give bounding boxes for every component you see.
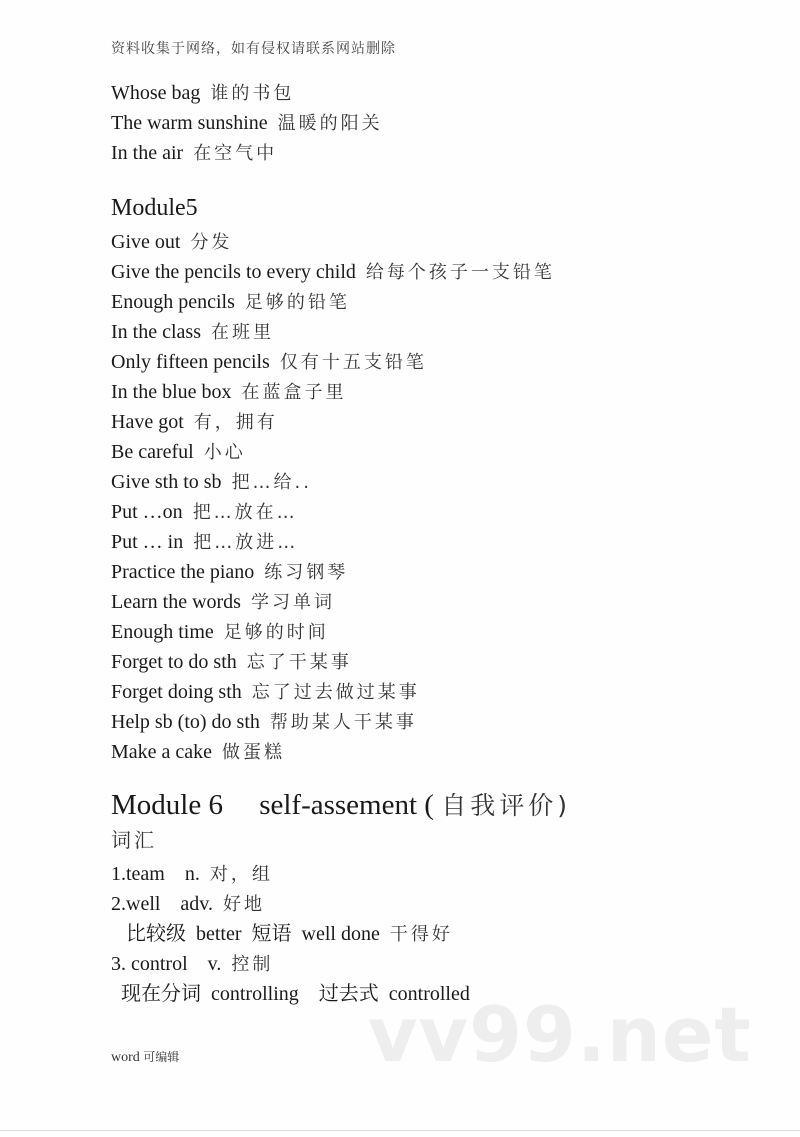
phrase-zh: 足够的时间 — [223, 622, 329, 643]
phrase-zh: 学习单词 — [250, 592, 335, 613]
phrase-en: Practice the piano — [111, 561, 255, 583]
module6-title-zh: 自我评价) — [441, 791, 571, 820]
phrase-line — [111, 647, 555, 677]
phrase-line — [111, 287, 555, 317]
phrase-en: Help sb (to) do sth — [111, 711, 260, 733]
phrase-en: 3. control v. — [111, 953, 222, 975]
phrase-line — [111, 347, 555, 377]
phrase-en: Make a cake — [111, 741, 213, 763]
phrase-zh: 忘了干某事 — [246, 652, 352, 673]
phrase-line — [111, 587, 555, 617]
phrase-line — [111, 407, 555, 437]
intro-phrases — [111, 78, 383, 168]
phrase-en: The warm sunshine — [111, 112, 268, 134]
phrase-en: Give sth to sb — [111, 471, 222, 493]
phrase-en: Be careful — [111, 441, 194, 463]
phrase-line — [111, 707, 555, 737]
phrase-zh: 把…放在… — [192, 502, 298, 523]
phrase-line — [111, 108, 383, 138]
module5-phrases — [111, 227, 555, 767]
phrase-en: Give out — [111, 231, 181, 253]
phrase-en: Forget doing sth — [111, 681, 242, 703]
watermark: vv99.net — [368, 990, 752, 1079]
phrase-zh: 在班里 — [210, 322, 274, 343]
phrase-line — [111, 677, 555, 707]
phrase-en: 比较级 better 短语 well done — [111, 923, 380, 945]
phrase-zh: 有，拥有 — [193, 412, 278, 433]
module6-heading — [111, 786, 571, 822]
footer-en: word — [111, 1050, 140, 1065]
phrase-zh: 忘了过去做过某事 — [251, 682, 420, 703]
phrase-zh: 干得好 — [389, 924, 453, 945]
phrase-en: Forget to do sth — [111, 651, 237, 673]
phrase-zh: 对，组 — [209, 864, 273, 885]
phrase-en: 现在分词 controlling 过去式 controlled — [111, 983, 470, 1005]
phrase-zh: 控制 — [231, 954, 274, 975]
phrase-line — [111, 527, 555, 557]
phrase-zh: 在蓝盒子里 — [241, 382, 347, 403]
phrase-line — [111, 737, 555, 767]
phrase-line — [111, 919, 480, 949]
phrase-line — [111, 497, 555, 527]
phrase-en: In the blue box — [111, 381, 232, 403]
phrase-en: Enough pencils — [111, 291, 235, 313]
phrase-en: Learn the words — [111, 591, 241, 613]
phrase-zh: 好地 — [223, 894, 266, 915]
phrase-line — [111, 859, 480, 889]
module6-vocab — [111, 859, 480, 1009]
phrase-zh: 把…给.. — [231, 472, 313, 493]
phrase-zh: 帮助某人干某事 — [269, 712, 417, 733]
phrase-en: Only fifteen pencils — [111, 351, 270, 373]
phrase-zh: 小心 — [203, 442, 246, 463]
phrase-zh: 把…放进… — [193, 532, 299, 553]
phrase-en: In the class — [111, 321, 201, 343]
page-header: 资料收集于网络，如有侵权请联系网站删除 — [111, 42, 396, 57]
phrase-line — [111, 78, 383, 108]
phrase-zh: 练习钢琴 — [264, 562, 349, 583]
phrase-en: Whose bag — [111, 82, 201, 104]
page-footer — [111, 1048, 179, 1066]
phrase-line — [111, 437, 555, 467]
phrase-zh: 温暖的阳关 — [277, 113, 383, 134]
phrase-line — [111, 257, 555, 287]
phrase-en: 2.well adv. — [111, 893, 214, 915]
phrase-zh: 分发 — [190, 232, 233, 253]
phrase-en: In the air — [111, 142, 184, 164]
phrase-line — [111, 467, 555, 497]
phrase-zh: 仅有十五支铅笔 — [279, 352, 427, 373]
module6-title: Module 6 self-assement ( — [111, 789, 434, 821]
vocab-label: 词汇 — [111, 828, 157, 852]
footer-zh: 可编辑 — [143, 1050, 180, 1064]
phrase-line — [111, 617, 555, 647]
phrase-line — [111, 138, 383, 168]
phrase-en: Put … in — [111, 531, 184, 553]
phrase-zh: 在空气中 — [193, 143, 278, 164]
phrase-line — [111, 949, 480, 979]
module5-heading: Module5 — [111, 195, 198, 221]
phrase-line — [111, 227, 555, 257]
phrase-en: Have got — [111, 411, 184, 433]
phrase-zh: 做蛋糕 — [222, 742, 286, 763]
phrase-en: 1.team n. — [111, 863, 200, 885]
phrase-en: Give the pencils to every child — [111, 261, 356, 283]
phrase-en: Put …on — [111, 501, 183, 523]
phrase-zh: 给每个孩子一支铅笔 — [365, 262, 555, 283]
phrase-zh: 谁的书包 — [210, 83, 295, 104]
phrase-line — [111, 889, 480, 919]
phrase-line — [111, 557, 555, 587]
phrase-line — [111, 377, 555, 407]
phrase-line — [111, 317, 555, 347]
phrase-en: Enough time — [111, 621, 214, 643]
phrase-zh: 足够的铅笔 — [244, 292, 350, 313]
